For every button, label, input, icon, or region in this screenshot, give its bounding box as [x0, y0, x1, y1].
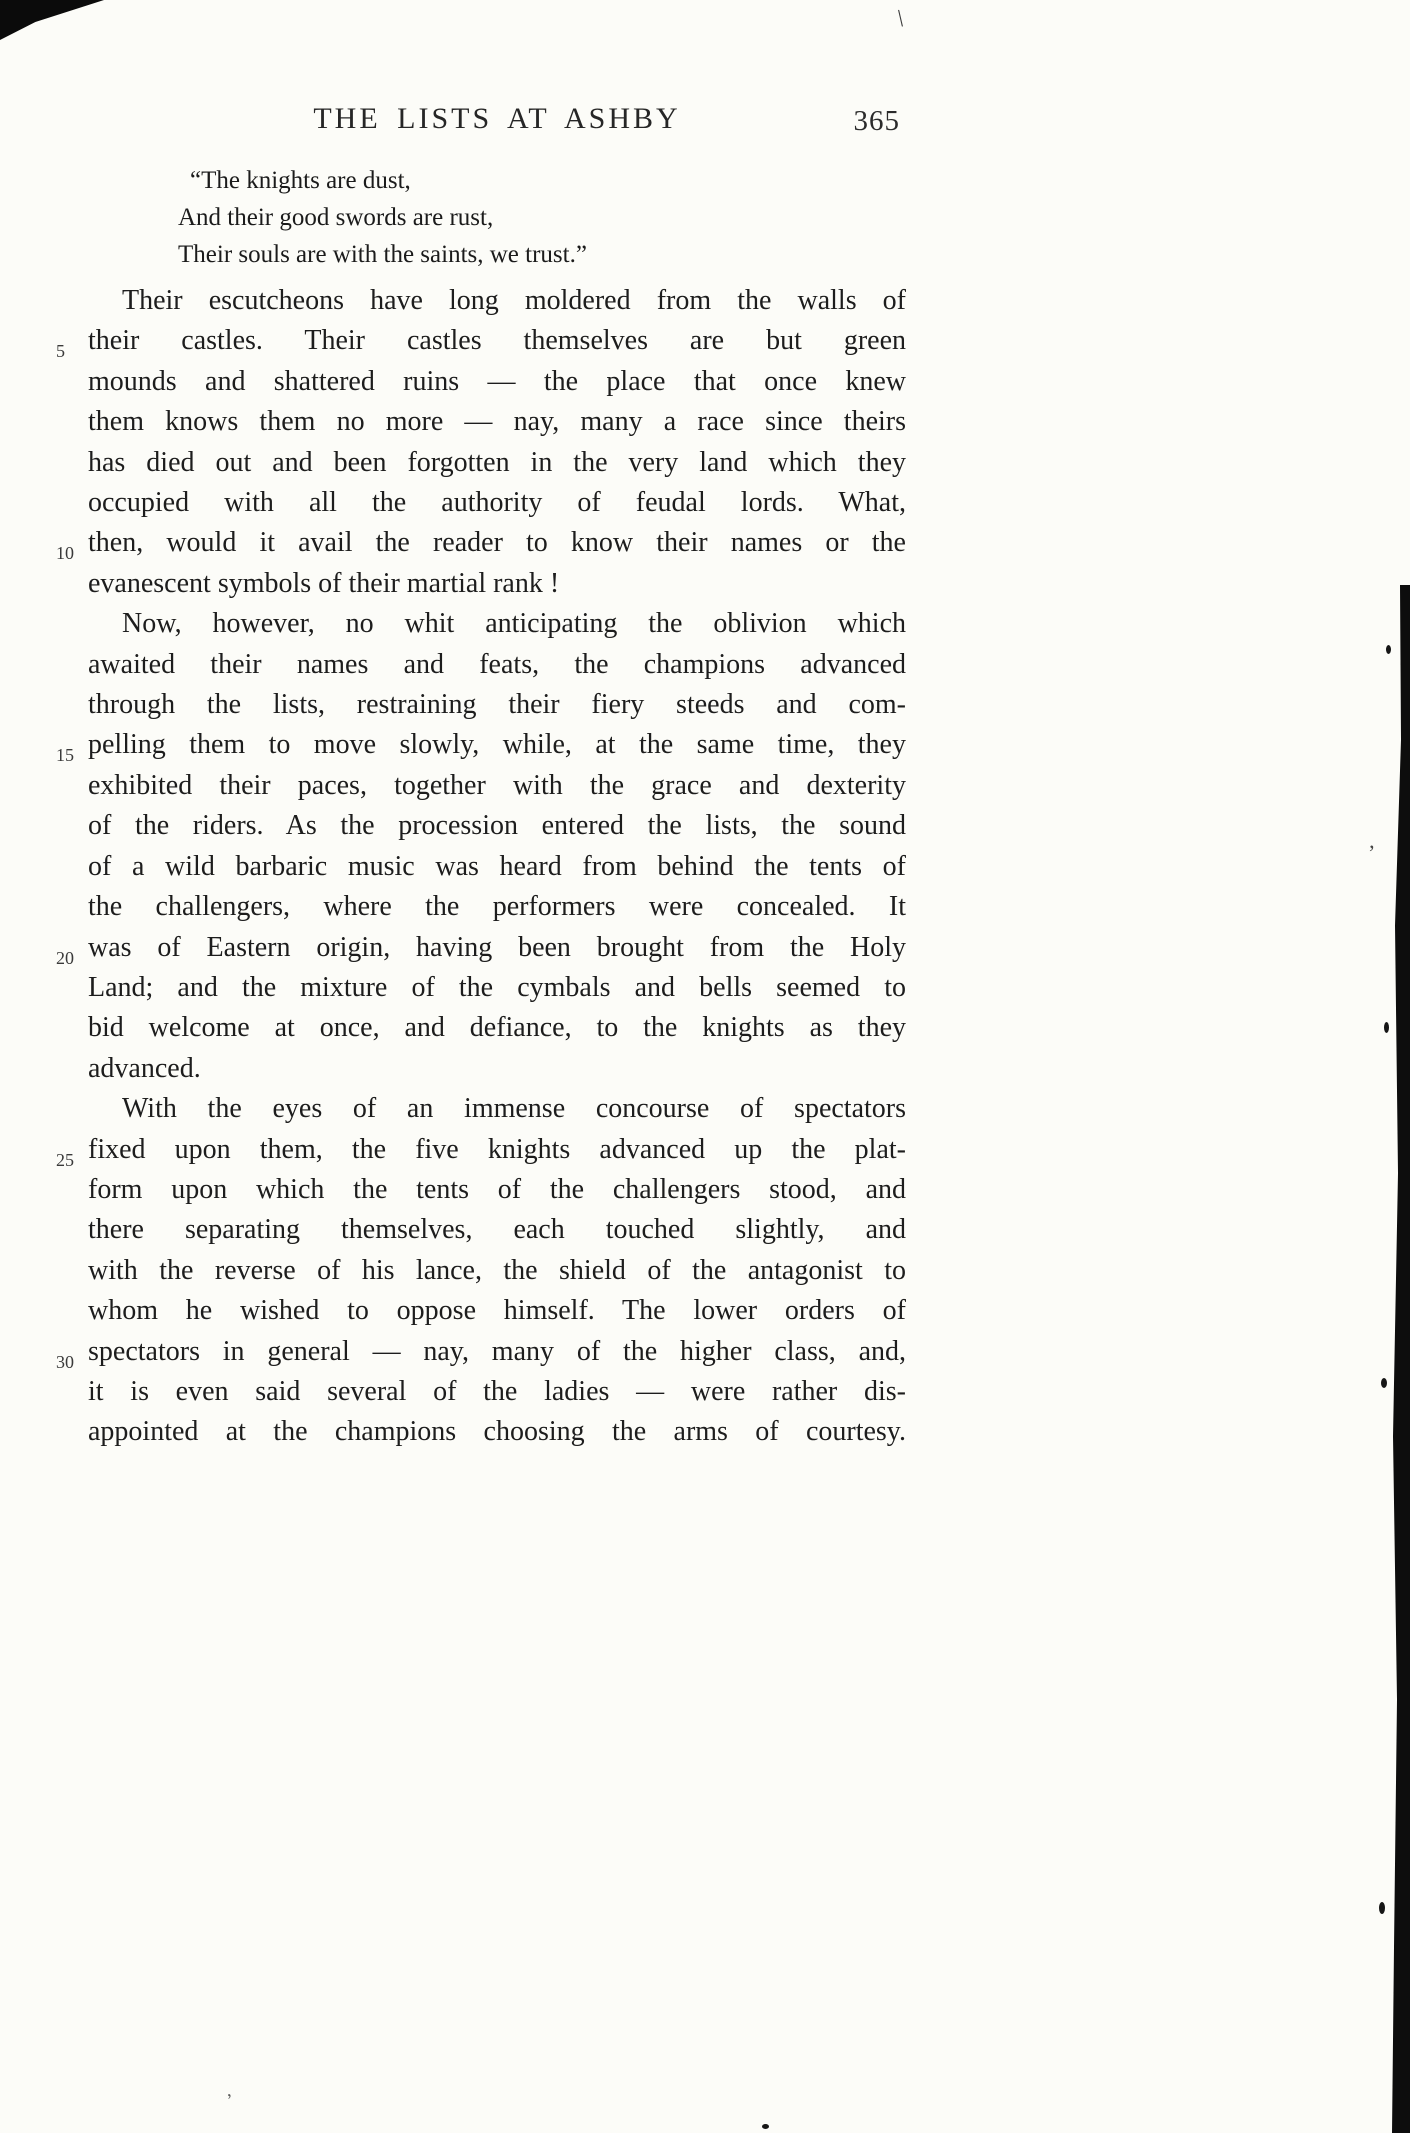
text-line	[88, 1412, 906, 1452]
line-text: mounds and shattered ruins — the place that once knew	[88, 365, 906, 397]
line-text: was of Eastern origin, having been brought from the Holy	[88, 931, 906, 963]
line-text: of the riders. As the procession entered the lists, the sound	[88, 810, 906, 842]
line-text: them knows them no more — nay, many a race since theirs	[88, 406, 906, 438]
text-line	[88, 766, 906, 806]
line-text: Their escutcheons have long moldered from the walls of	[122, 285, 906, 316]
verse-quote	[178, 162, 906, 273]
line-text: bid welcome at once, and defiance, to the knights as they	[88, 1012, 906, 1044]
line-text: their castles. Their castles themselves are but green	[88, 325, 906, 357]
text-line	[56, 725, 906, 766]
margin-line-number: 10	[56, 543, 74, 564]
line-text: appointed at the champions choosing the arms of courtesy.	[88, 1416, 906, 1448]
scan-stray-mark-bottom: ,	[223, 2079, 233, 2101]
line-text: form upon which the tents of the challengers stood, and	[88, 1173, 906, 1205]
text-line	[56, 321, 906, 362]
text-line	[88, 1251, 906, 1291]
line-text: it is even said several of the ladies — were rather dis-	[88, 1375, 906, 1407]
text-column	[56, 0, 906, 1453]
line-text: whom he wished to oppose himself. The lower orders of	[88, 1295, 906, 1327]
text-line	[88, 968, 906, 1008]
scan-stray-mark-top: \	[895, 5, 906, 33]
line-text: awaited their names and feats, the champions advanced	[88, 648, 906, 680]
margin-line-number: 5	[56, 341, 65, 362]
line-text: fixed upon them, the five knights advanced up the plat-	[88, 1133, 906, 1165]
quote-line: Their souls are with the saints, we trust.”	[178, 241, 587, 268]
text-line	[56, 1332, 906, 1372]
scan-speck	[1379, 1902, 1385, 1914]
line-text: then, would it avail the reader to know their names or the	[88, 527, 906, 559]
line-text: With the eyes of an immense concourse of spectators	[122, 1093, 906, 1125]
scan-speck	[1386, 645, 1391, 654]
scan-speck	[762, 2124, 769, 2129]
text-line	[88, 847, 906, 887]
scan-stray-mark-middle: ’	[1368, 840, 1376, 865]
line-text: pelling them to move slowly, while, at the same time, they	[88, 729, 906, 761]
text-line	[88, 1049, 906, 1089]
text-line	[56, 523, 906, 564]
scan-speck	[1384, 1022, 1389, 1033]
margin-line-number: 30	[56, 1351, 74, 1372]
scan-gutter-shadow	[1392, 585, 1410, 2133]
margin-line-number: 25	[56, 1149, 74, 1170]
text-line	[88, 604, 906, 644]
page-title: THE LISTS AT ASHBY	[313, 102, 681, 135]
text-line	[88, 1089, 906, 1129]
text-line	[88, 1372, 906, 1412]
text-line	[88, 1008, 906, 1048]
text-line	[88, 483, 906, 523]
text-line	[88, 362, 906, 402]
line-text: there separating themselves, each touched slightly, and	[88, 1214, 906, 1246]
quote-line: And their good swords are rust,	[178, 204, 494, 231]
scan-speck	[1381, 1378, 1387, 1388]
line-text: of a wild barbaric music was heard from behind the tents of	[88, 850, 906, 882]
text-line	[56, 928, 906, 968]
text-line	[88, 1170, 906, 1210]
margin-line-number: 15	[56, 745, 74, 766]
line-text: exhibited their paces, together with the grace and dexterity	[88, 769, 906, 801]
line-text: evanescent symbols of their martial rank !	[88, 567, 560, 599]
body-text	[56, 281, 906, 1453]
page-number: 365	[853, 105, 900, 137]
line-text: Land; and the mixture of the cymbals and bells seemed to	[88, 971, 906, 1003]
text-line	[88, 402, 906, 442]
line-text: advanced.	[88, 1052, 201, 1084]
text-line	[88, 645, 906, 685]
quote-line: “The knights are dust,	[190, 167, 411, 194]
text-line	[88, 281, 906, 321]
text-line	[88, 1291, 906, 1331]
text-line	[88, 443, 906, 483]
text-line	[88, 806, 906, 846]
line-text: spectators in general — nay, many of the higher class, and,	[88, 1335, 906, 1367]
line-text: through the lists, restraining their fiery steeds and com-	[88, 689, 906, 721]
text-line	[88, 564, 906, 604]
running-header	[88, 102, 906, 146]
line-text: has died out and been forgotten in the very land which they	[88, 446, 906, 478]
margin-line-number: 20	[56, 947, 74, 968]
text-line	[88, 887, 906, 927]
text-line	[56, 1130, 906, 1170]
line-text: the challengers, where the performers were concealed. It	[88, 891, 906, 923]
text-line	[88, 685, 906, 725]
line-text: Now, however, no whit anticipating the oblivion which	[122, 608, 906, 640]
text-line	[88, 1210, 906, 1250]
line-text: occupied with all the authority of feudal lords. What,	[88, 487, 906, 519]
line-text: with the reverse of his lance, the shield of the antagonist to	[88, 1254, 906, 1286]
